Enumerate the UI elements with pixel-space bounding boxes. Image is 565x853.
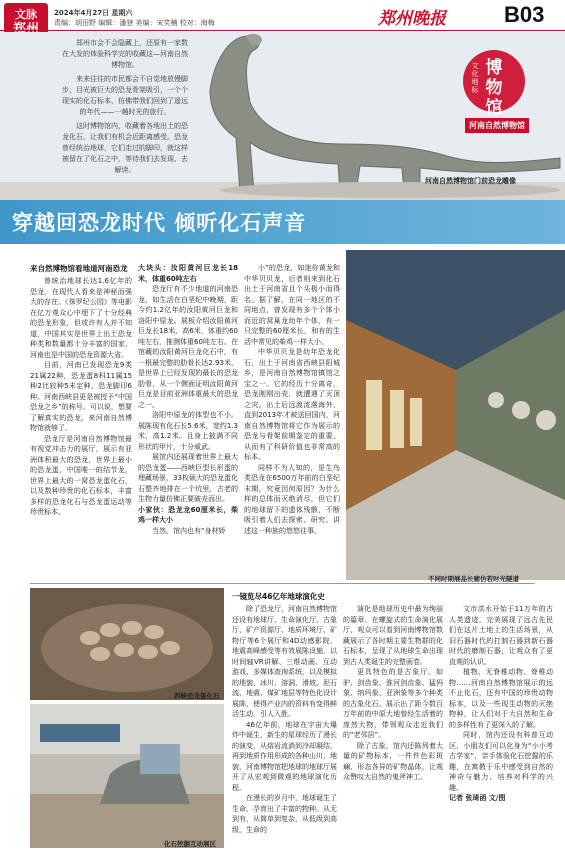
- excavation-area-photo: [30, 704, 224, 848]
- gallery-photo-caption: 不同时期展品长廊仿若时光隧道: [428, 575, 519, 583]
- gallery-corridor-photo: [346, 250, 565, 580]
- egg-photo-caption: 西峡恐龙蛋化石: [174, 692, 220, 700]
- section1-col3: [244, 263, 340, 578]
- subheading: 大块头：汝阳黄河巨龙长18米，体重60吨左右: [138, 264, 238, 283]
- paper-name: 郑州晚报: [378, 9, 446, 29]
- intro-paragraph: 这时博物馆内，收藏着各地出土的恐龙化石，让我们有机会近距离感受。恐龙曾经统治地球，它们走过的脚印，就这样被留在了化石之中，等待我们去发现、去解读。: [62, 122, 188, 174]
- article-paragraph: 同样不为人知的，是生鸟类恐龙在6500万年前的白垩纪末期，究竟因何原因？为什么样的总体而灭绝消尽，但它们的地球留下的遗体残骸，不断吸引着人们去探索、研究、讲述这一种族的悠悠往事。: [244, 463, 340, 535]
- article-paragraph: 46亿年前，地球在宇宙大爆炸中诞生，新生的星球经历了漫长的演变，从熔岩流淌到冷却凝结，再到地质作用形成的各种山川、地貌，河南博物馆把地球的地球厅展开了从宏观到微观的地球演化历程。: [232, 720, 337, 792]
- intro-paragraph: 郑州市会不会隐藏上，还原有一家数在大发的体验科学完的收藏这—河南自然博物馆。: [62, 39, 188, 69]
- excavation-photo-caption: 化石挖掘互动展区: [164, 840, 216, 848]
- page-number: B03: [504, 2, 545, 27]
- article-paragraph: 文市洪水开始于11万年的古人类遗迹，完美展现了远古先民们在这片土地上的生活场景，从旧石器时代的打制石器到新石器时代的磨制石器，让观众有了更直观的认识。: [449, 605, 553, 666]
- article-paragraph: 小”的恐龙，如迷你黄龙和中华贝贝龙，后者则来到化石出土于河南省且个头极小而得名。据了解，在同一地区的不同地点，曾发现有多个个体小而近的窝巢龙幼年个体，有一只完整的60厘米长，和有的生活中常见的柴鸡一样大小。: [244, 264, 340, 346]
- article-paragraph: 恐龙厅是河南自然博物馆最有视觉冲击力的展厅，展示有亚洲体积最大的恐龙，世界上最小的恐龙蛋，中国唯一的结节龙，世界上最大的一窝恐龙蛋化石，以及数种珍贵的化石标本，丰富多样的恐龙化石与恐龙蛋运动等珍贵标本。: [30, 434, 132, 516]
- article-paragraph: 植物、无脊椎动物、脊椎动物……河南自然博物馆展示的远不止化石，还有中国的珍贵动物标本，以及一些现生动物的灭绝物种，让人们对于大自然和生命的多样性有了更深入的了解。: [449, 668, 553, 729]
- header-divider: [0, 30, 565, 31]
- article-paragraph: 在漫长的岁月中，地球诞生了生命，孕育出了丰富的物种。从无到有，从简单到复杂，从低级到高级，生命的: [232, 794, 337, 834]
- logo-top-text: 文脉: [15, 8, 37, 21]
- section2-col3: [449, 604, 553, 850]
- dino-egg-fossil-photo: [30, 588, 224, 700]
- subheading: 小家伙：恐龙龙60厘米长，柴鸡一样大小: [138, 505, 238, 524]
- hero-photo-caption: 河南自然博物馆门前恐龙雕像: [425, 177, 516, 185]
- article-paragraph: 恐龙厅有不少地道的河南恐龙，如生活在白垩纪中晚期，距今约1.2亿年的汝阳黄河巨龙和洛阳中原龙。展板介绍汝阳黄河巨龙长18米、高6米，体重约60吨左右，推测体重60吨左右。在馆藏的汝阳黄河巨龙化石中，有一根最完整的肋骨长达2.93米，是世界上已经发现的最长的恐龙肋骨，从一个侧面证明汝阳黄河巨龙是目前亚洲体重最大的恐龙之一。: [138, 285, 238, 409]
- section2-heading: 一镜览尽46亿年地球演化史: [232, 592, 325, 601]
- section1-heading: 来自然博物馆看地道河南恐龙: [30, 264, 128, 273]
- page-headline: 穿越回恐龙时代 倾听化石声音: [12, 210, 307, 235]
- seal-big-text: 博物馆: [485, 58, 503, 118]
- excavation-image: [30, 704, 224, 848]
- egg-fossil-image: [30, 588, 224, 700]
- museum-seal: [463, 50, 525, 118]
- corridor-image: [346, 250, 565, 580]
- article-paragraph: 同时，馆内还设有科普互动区，小朋友们可以化身为“小小考古学家”，亲手体验化石挖掘的乐趣，在寓教于乐中感受到自然的神奇与魅力，培养对科学的兴趣。: [449, 731, 553, 792]
- article-paragraph: 当然，馆内也有“身材娇: [152, 526, 226, 535]
- museum-tag: 河南自然博物馆: [465, 118, 529, 133]
- intro-text: [60, 38, 190, 179]
- article-paragraph: 目前，河南已发现恐龙9类21属22种，恐龙蛋8科11属15种2比较种5未定种，恐龙脚印6种。河南西峡县更是被授予“中国恐龙之乡”的称号。可以说，想要了解真实的恐龙，来河南自然博物馆就够了。: [30, 361, 132, 432]
- section-divider: [30, 583, 535, 584]
- issue-date: 2024年4月27日 星期六: [54, 9, 133, 17]
- byline: 记者 张琦函 文/图: [449, 794, 506, 802]
- article-paragraph: 演化是地球历史中最为绚丽的篇章。在螺旋式的生命演化展厅，观众可以看到河南博物馆数藏展示了各时期主要生物群的化石标本，呈现了从地球生命出现到古人类诞生的完整画卷。: [343, 605, 443, 666]
- article-paragraph: 展馆内还展现着世界上最大的恐龙蛋——西峡巨型长形蛋的埋藏场景，33枚硕大的恐龙蛋化石整齐地排在一个坑里，古老的生物力量仿佛正要破壳而出。: [138, 453, 238, 503]
- section2-col2: [343, 604, 443, 850]
- header-info: [54, 8, 215, 28]
- article-paragraph: 除了恐龙厅，河南自然博物馆还设有地球厅、生命演化厅、古象厅、矿产资源厅、地质环境厅、矿物厅等6个展厅和4D动感影院，地震高峰感受等有效展陈设施，以时间轴VR讲解、三维动画、互动游戏、多媒体查询系统，以及模拟的地貌、冰川、溶洞、滑坡、泥石流、地震、煤矿地层等特色化设计展陈，使得产业内的资料有变得鲜活生动，引人入胜。: [232, 605, 337, 718]
- article-paragraph: 中华贝贝龙是幼年恐龙化石，出土于河南省西峡县阳城乡，是河南自然博物馆镇馆之宝之一。它的经历十分离奇，恐龙刚刚出壳，就遭遇了灭顶之灾。出土后远渡流落海外，直到2013年才被送回国内，河南自然博物馆将它作为展示的恐龙与骨架前期鉴定的重要，从而有了科研价值也非常高的标本。: [244, 348, 340, 461]
- section1-col1: [30, 276, 132, 576]
- intro-paragraph: 来来往往的市民都会不自觉地放慢脚步，目光被巨大的恐龙骨架吸引，一个个现实的化石标本，仿佛带我们回到了遥远的年代——一趟时光的旅行。: [62, 75, 188, 116]
- section1-col2: [138, 263, 238, 578]
- article-paragraph: 除了古象，馆内还陈列着大量的矿物标本，一件件色彩斑斓、形态各异的矿物晶体，让观众赞叹大自然的鬼斧神工。: [343, 741, 443, 781]
- staff-line: 责编：胡田野 编辑：潘登 美编：宋笑楠 校对：海梅: [54, 19, 215, 27]
- article-paragraph: 更具特色的是古象厅。如驴、剑齿象、淮河剑齿象、猛犸象、纳玛象、亚洲象等多个种类的古象化石，展示出了距今数百万年前的中原大地曾经生活着的庞然大物，带领观众走近我们的“老邻居”。: [343, 668, 443, 739]
- article-paragraph: 洛阳中原龙的体型也不小。展陈现有化石长5.6米，宽约1.3米，高1.2米。且身上披满不同形状的甲片，十分威武。: [138, 411, 238, 451]
- seal-small-text: 文化地标: [471, 62, 479, 94]
- article-paragraph: 曾统治地球长达1.6亿年的恐龙，在现代人看来是神秘而强大的存在。《侏罗纪公园》等电影在亿万观众心中埋下了十分经典的恐龙形象，但或许有人并不知道，中国其实是世界上出土恐龙种类和数量都十分丰富的国家，河南也是中国的恐龙资源大省。: [30, 277, 132, 359]
- section2-col1: [232, 604, 337, 850]
